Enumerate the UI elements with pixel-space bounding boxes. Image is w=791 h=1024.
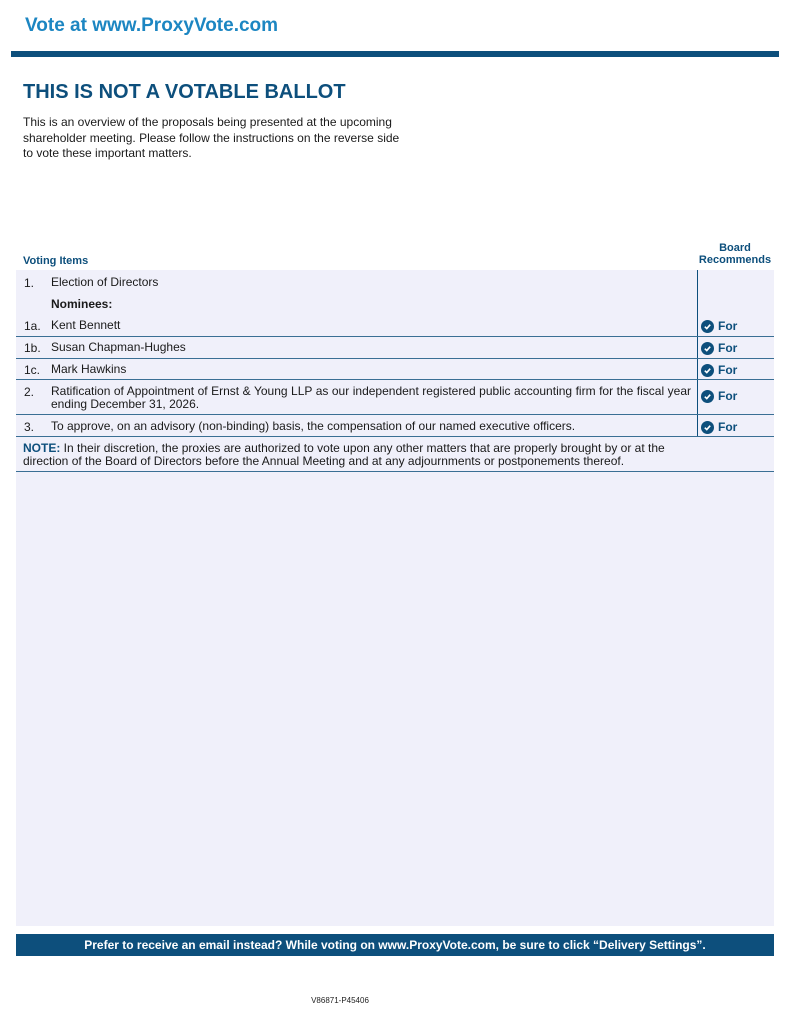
check-circle-icon <box>701 390 714 403</box>
recommendation-label: For <box>718 420 738 434</box>
item-number: 1. <box>24 276 35 290</box>
check-circle-icon <box>701 421 714 434</box>
board-header-line1: Board <box>719 242 751 254</box>
column-divider <box>697 270 698 437</box>
board-recommendation <box>701 420 737 434</box>
board-recommendation <box>701 319 737 333</box>
item-number: 1c. <box>24 363 41 377</box>
board-recommendation <box>701 341 737 355</box>
row-divider <box>16 336 774 337</box>
note-text: In their discretion, the proxies are authorized to vote upon any other matters that are properly brought by or at the direction of the Board of Directors before the Annual Meeting and at any adjournments or postponements thereof. <box>23 441 665 468</box>
ballot-title: THIS IS NOT A VOTABLE BALLOT <box>23 81 346 103</box>
item-number: 3. <box>24 420 35 434</box>
item-number: 2. <box>24 385 35 399</box>
recommendation-label: For <box>718 363 738 377</box>
ballot-intro: This is an overview of the proposals being presented at the upcoming shareholder meeting. Please follow the instructions on the reverse side to vote these important matters. <box>23 115 400 160</box>
document-code: V86871-P45406 <box>311 996 369 1005</box>
board-recommendation <box>701 363 737 377</box>
item-text: To approve, on an advisory (non-binding) basis, the compensation of our named executive officers. <box>51 419 576 433</box>
note-paragraph <box>23 442 713 468</box>
note-label: NOTE: <box>23 441 61 455</box>
board-recommendation <box>701 389 737 403</box>
board-header-line2: Recommends <box>698 254 772 266</box>
item-number: 1a. <box>24 319 41 333</box>
item-text: Election of Directors <box>51 275 159 289</box>
recommendation-label: For <box>718 341 738 355</box>
recommendation-label: For <box>718 319 738 333</box>
voting-items-header: Voting Items <box>23 255 89 267</box>
recommendation-label: For <box>718 389 738 403</box>
email-delivery-banner: Prefer to receive an email instead? While voting on www.ProxyVote.com, be sure to click “Delivery Settings”. <box>16 934 774 956</box>
check-circle-icon <box>701 320 714 333</box>
header-title: Vote at www.ProxyVote.com <box>25 15 279 36</box>
item-text: Mark Hawkins <box>51 362 127 376</box>
item-number: 1b. <box>24 341 41 355</box>
row-divider <box>16 436 774 437</box>
row-divider <box>16 358 774 359</box>
row-divider <box>16 471 774 472</box>
row-divider <box>16 414 774 415</box>
voting-items-table <box>16 270 774 926</box>
header-rule <box>11 51 779 57</box>
check-circle-icon <box>701 364 714 377</box>
check-circle-icon <box>701 342 714 355</box>
item-text: Ratification of Appointment of Ernst & Young LLP as our independent registered public accounting firm for the fiscal year ending December 31, 2026. <box>51 384 691 411</box>
board-recommends-header <box>694 242 776 266</box>
nominees-label: Nominees: <box>51 297 113 311</box>
row-divider <box>16 379 774 380</box>
item-text: Kent Bennett <box>51 318 121 332</box>
item-text: Susan Chapman-Hughes <box>51 340 186 354</box>
